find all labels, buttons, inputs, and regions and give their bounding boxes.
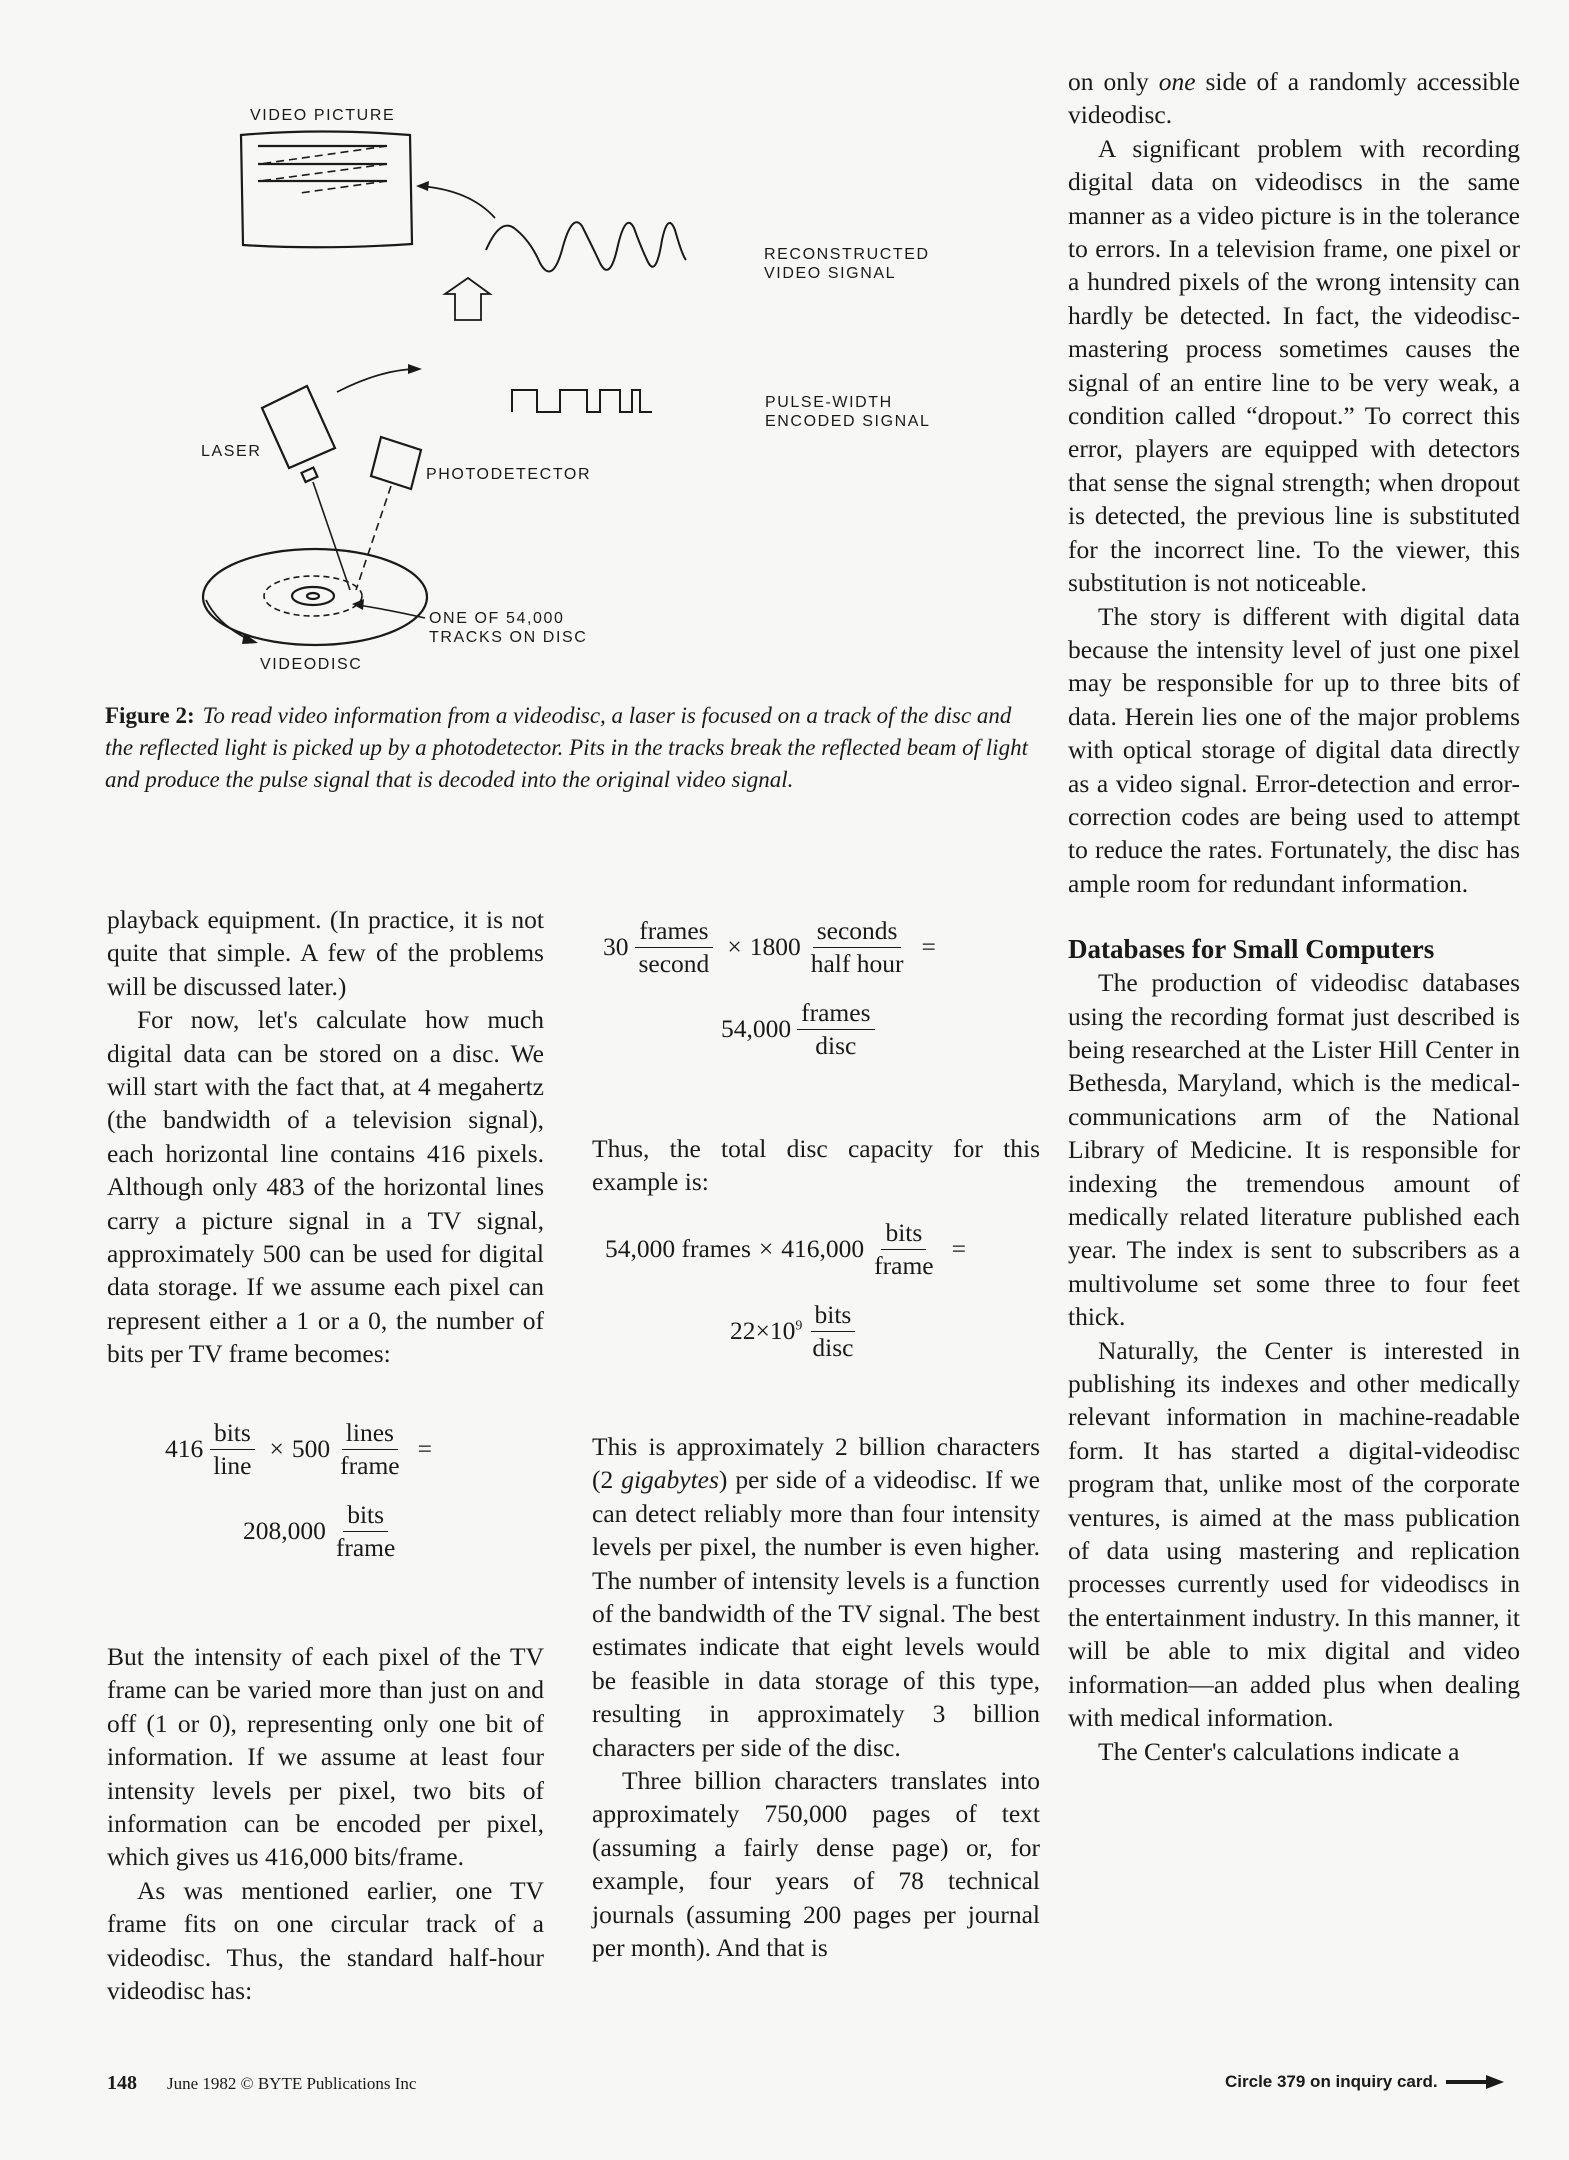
videodisc-icon	[203, 549, 427, 645]
right-arrow-icon	[1446, 2074, 1504, 2090]
eq-value: 500	[291, 1434, 331, 1464]
eq-result-base: 22×10	[730, 1316, 796, 1346]
denominator: disc	[815, 1030, 857, 1060]
paragraph: The story is different with digital data because the intensity level of just one pixel may be responsible for up to three bits of data. Herein lies one of the major problems with optical storage of digital data directly as a video signal. Error-detection and error-correction codes are being used to attempt to reduce the rates. Fortunately, the disc has ample room for redundant information.	[1068, 601, 1520, 898]
laser-icon	[262, 386, 350, 590]
operator: ×	[758, 1234, 774, 1264]
label-tracks	[429, 609, 587, 647]
eq-value: 1800	[749, 932, 801, 962]
left-column	[107, 903, 544, 1371]
photodetector-icon	[356, 437, 421, 590]
paragraph: As was mentioned earlier, one TV frame fits on one circular track of a videodisc. Thus, the standard half-hour videodisc has:	[107, 1875, 544, 2006]
paragraph: Naturally, the Center is interested in publishing its indexes and other medically relevant information in machine-readable form. It has started a digital-videodisc program that, unlike most of the corporate ventures, is aimed at the mass publication of data using mastering and replication processes currently used for videodiscs in the entertainment industry. In this manner, it will be able to mix digital and video information—an added plus when dealing with medical information.	[1068, 1335, 1520, 1733]
decode-arrow-icon	[445, 278, 490, 320]
label-line: PULSE-WIDTH	[765, 394, 893, 411]
denominator: disc	[812, 1332, 854, 1362]
inquiry-note	[1225, 2072, 1504, 2092]
right-column	[1068, 65, 1520, 1768]
fraction	[336, 1420, 403, 1478]
fraction	[808, 1302, 857, 1360]
emphasis: one	[1158, 67, 1196, 96]
numerator: frames	[635, 918, 712, 948]
label-line: ENCODED SIGNAL	[765, 413, 931, 430]
text-run: side of a randomly accessible videodisc.	[1068, 67, 1520, 130]
text-run: This is approximately 2 billion characters (2	[592, 1432, 1040, 1495]
numerator: frames	[797, 1000, 874, 1030]
denominator: frame	[874, 1250, 934, 1280]
equation-total-capacity	[605, 1220, 974, 1360]
paragraph: A significant problem with recording digital data on videodiscs in the same manner as a video picture is in the tolerance to errors. In a television frame, one pixel or a hundred pixels of the wrong intensity can hardly be detected. In fact, the videodisc-mastering process sometimes causes the signal of an entire line to be very weak, a condition called “dropout.” To correct this error, players are equipped with detectors that sense the signal strength; when dropout is detected, the previous line is substituted for the incorrect line. To the viewer, this substitution is not noticeable.	[1068, 133, 1520, 598]
paragraph: The Center's calculations indicate a	[1098, 1736, 1460, 1766]
denominator: frame	[335, 1532, 396, 1562]
denominator: line	[213, 1450, 252, 1480]
label-line: ONE OF 54,000	[429, 610, 565, 627]
eq-result: 208,000	[243, 1516, 326, 1546]
fraction	[870, 1220, 937, 1278]
label-line: TRACKS ON DISC	[429, 629, 588, 646]
label-line: RECONSTRUCTED	[764, 246, 930, 263]
fraction	[807, 918, 908, 976]
fraction	[797, 1000, 874, 1058]
tv-screen-icon	[241, 132, 412, 248]
denominator: half hour	[810, 948, 904, 978]
operator: =	[921, 932, 936, 962]
denominator: frame	[340, 1450, 400, 1480]
caption-text: To read video information from a videodisc, a laser is focused on a track of the disc and the reflected light is picked up by a photodetector. Pits in the tracks break the reflected beam of light and produce the pulse signal that is decoded into the original video signal.	[105, 703, 1028, 792]
fraction	[209, 1420, 255, 1478]
label-video-picture: VIDEO PICTURE	[250, 107, 396, 124]
middle-column-continued	[592, 1430, 1040, 1965]
page-number: 148	[107, 2072, 137, 2094]
label-videodisc: VIDEODISC	[260, 656, 363, 673]
paragraph: But the intensity of each pixel of the TV frame can be varied more than just on and off (1 or 0), representing only one bit of information. If we assume at least four intensity levels per pixel, two bits of information can be encoded per pixel, which gives us 416,000 bits/frame.	[107, 1642, 544, 1872]
paragraph	[1068, 65, 1520, 132]
equation-bits-per-frame	[165, 1420, 440, 1560]
operator: ×	[727, 932, 742, 962]
pulse-wave	[512, 390, 652, 412]
numerator: bits	[811, 1302, 856, 1332]
fraction	[635, 918, 714, 976]
paragraph	[592, 1430, 1040, 1764]
operator: =	[417, 1434, 432, 1464]
text-run: ) per side of a videodisc. If we can detect reliably more than four intensity levels per pixel, the number is even higher. The number of intensity levels is a function of the bandwidth of the TV signal. The best estimates indicate that eight levels would be feasible in data storage of this type, resulting in approximately 3 billion characters per side of the disc.	[592, 1465, 1040, 1762]
emphasis: gigabytes	[621, 1465, 719, 1495]
numerator: seconds	[813, 918, 902, 948]
eq-value: 416,000	[781, 1234, 865, 1264]
paragraph: The production of videodisc databases using the recording format just described is being researched at the Lister Hill Center in Bethesda, Maryland, which is the medical-communications arm of the National Library of Medicine. It is responsible for indexing the tremendous amount of medically related literature published each year. The index is sent to subscribers as a multivolume set some three to four feet thick.	[1068, 968, 1520, 1332]
figure-2	[0, 0, 1060, 690]
paragraph: Thus, the total disc capacity for this example is:	[592, 1134, 1040, 1197]
label-laser: LASER	[201, 443, 262, 460]
numerator: bits	[210, 1420, 255, 1450]
eq-result-exponent: 9	[795, 1318, 803, 1334]
figure-caption	[105, 700, 1040, 796]
operator: =	[951, 1234, 967, 1264]
caption-label: Figure 2:	[105, 703, 195, 728]
eq-result: 54,000	[721, 1014, 792, 1044]
numerator: bits	[343, 1502, 388, 1532]
fraction	[332, 1502, 399, 1560]
eq-value: 54,000 frames	[605, 1234, 751, 1264]
label-pulse-width-signal	[765, 393, 931, 431]
eq-result	[730, 1318, 802, 1344]
publication-info: June 1982 © BYTE Publications Inc	[167, 2074, 417, 2093]
paragraph: Three billion characters translates into approximately 750,000 pages of text (assuming a fairly dense page) or, for example, four years of 78 technical journals (assuming 200 pages per journal per month). And that is	[592, 1766, 1040, 1963]
section-heading: Databases for Small Computers	[1068, 934, 1435, 965]
equation-frames-per-disc	[603, 918, 944, 1058]
eq-value: 416	[165, 1434, 204, 1464]
numerator: bits	[881, 1220, 926, 1250]
denominator: second	[638, 948, 710, 978]
text-run: on only	[1068, 67, 1159, 96]
left-column-continued	[107, 1640, 544, 2007]
numerator: lines	[342, 1420, 398, 1450]
videodisc-diagram	[0, 0, 1060, 690]
eq-value: 30	[603, 932, 629, 962]
paragraph: For now, let's calculate how much digital data can be stored on a disc. We will start with the fact that, at 4 megahertz (the bandwidth of a television signal), each horizontal line contains 416 pixels. Although only 483 of the horizontal lines carry a picture signal in a TV signal, approximately 500 can be used for digital data storage. If we assume each pixel can represent either a 1 or a 0, the number of bits per TV frame becomes:	[107, 1005, 544, 1369]
label-photodetector: PHOTODETECTOR	[426, 466, 592, 483]
page-footer	[107, 2072, 416, 2095]
label-line: VIDEO SIGNAL	[764, 265, 897, 282]
reconstructed-wave	[486, 222, 686, 271]
inquiry-text: Circle 379 on inquiry card.	[1225, 2072, 1438, 2091]
operator: ×	[269, 1434, 284, 1464]
middle-column	[592, 1132, 1040, 1199]
paragraph: playback equipment. (In practice, it is not quite that simple. A few of the problems will be discussed later.)	[107, 905, 544, 1001]
label-reconstructed-video-signal	[764, 245, 930, 283]
